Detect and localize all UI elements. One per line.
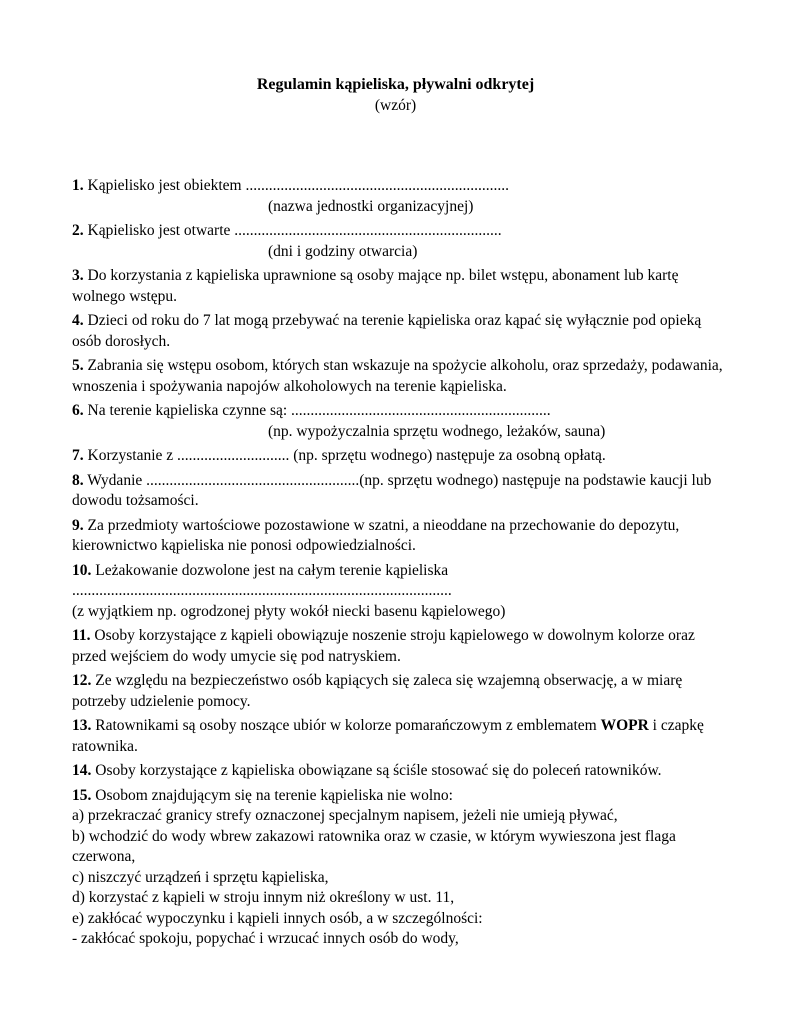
paragraph-text-tail: i czapkę ratownika. xyxy=(72,717,704,755)
list-item: b) wchodzić do wody wbrew zakazowi ratownika oraz w czasie, w którym wywieszona jest flaga czerwona, xyxy=(72,827,676,865)
paragraph-number: 15. xyxy=(72,786,92,804)
paragraph-text: Do korzystania z kąpieliska uprawnione są osoby mające np. bilet wstępu, abonament lub kartę wolnego wstępu. xyxy=(72,267,679,305)
paragraph-number: 3. xyxy=(72,267,84,284)
paragraph-text: Osoby korzystające z kąpieliska obowiązane są ściśle stosować się do poleceń ratowników. xyxy=(95,762,662,779)
paragraph-text: Kąpielisko jest obiektem .................................................................... xyxy=(87,177,509,194)
paragraph-text: Na terenie kąpieliska czynne są: ................................................................... xyxy=(87,402,551,419)
paragraph-text: Leżakowanie dozwolone jest na całym terenie kąpieliska xyxy=(95,561,449,579)
paragraph-number: 10. xyxy=(72,561,92,579)
paragraph-14 xyxy=(72,761,732,782)
paragraph-text: Kąpielisko jest otwarte ..................................................................... xyxy=(87,222,502,239)
paragraph-number: 4. xyxy=(72,312,84,329)
paragraph-dots: .................................................................................................. xyxy=(72,582,452,599)
paragraph-number: 2. xyxy=(72,222,84,239)
list-item: a) przekraczać granicy strefy oznaczonej specjalnym napisem, jeżeli nie umieją pływać, xyxy=(72,807,618,824)
paragraph-8 xyxy=(72,471,732,512)
paragraph-number: 9. xyxy=(72,516,84,534)
paragraph-number: 7. xyxy=(72,447,84,464)
paragraph-text: Wydanie .......................................................(np. sprzętu wodnego) następuje na podstawie kaucji lub dowodu tożsamości. xyxy=(72,471,712,509)
paragraph-13 xyxy=(72,716,732,757)
paragraph-9 xyxy=(72,516,732,557)
document-body xyxy=(72,176,732,954)
paragraph-10 xyxy=(72,561,732,623)
paragraph-hint: (np. wypożyczalnia sprzętu wodnego, leżaków, sauna) xyxy=(268,422,606,440)
paragraph-11 xyxy=(72,626,732,667)
paragraph-number: 6. xyxy=(72,402,84,419)
paragraph-2 xyxy=(72,221,732,262)
paragraph-hint: (dni i godziny otwarcia) xyxy=(268,242,418,260)
paragraph-text: Za przedmioty wartościowe pozostawione w szatni, a nieoddane na przechowanie do depozytu, kierownictwo kąpieliska nie ponosi odpowiedzialności. xyxy=(72,516,680,554)
paragraph-hint: (nazwa jednostki organizacyjnej) xyxy=(268,197,474,215)
paragraph-7 xyxy=(72,446,732,467)
paragraph-4 xyxy=(72,311,732,352)
paragraph-text: Zabrania się wstępu osobom, których stan wskazuje na spożycie alkoholu, oraz sprzedaży, podawania, wnoszenia i spożywania napojów alkoholowych na terenie kąpieliska. xyxy=(72,357,723,395)
paragraph-number: 14. xyxy=(72,762,92,779)
paragraph-12 xyxy=(72,671,732,712)
paragraph-bold-term: WOPR xyxy=(600,717,649,734)
paragraph-1 xyxy=(72,176,732,217)
list-item: d) korzystać z kąpieli w stroju innym niż określony w ust. 11, xyxy=(72,889,455,906)
paragraph-number: 11. xyxy=(72,627,91,644)
paragraph-text: Ratownikami są osoby noszące ubiór w kolorze pomarańczowym z emblematem xyxy=(95,717,597,734)
paragraph-number: 5. xyxy=(72,357,84,374)
paragraph-note: (z wyjątkiem np. ogrodzonej płyty wokół niecki basenu kąpielowego) xyxy=(72,602,506,620)
paragraph-text: Dzieci od roku do 7 lat mogą przebywać na terenie kąpieliska oraz kąpać się wyłącznie pod opieką osób dorosłych. xyxy=(72,312,702,350)
paragraph-text: Korzystanie z ............................. (np. sprzętu wodnego) następuje za osobną opłatą. xyxy=(87,447,606,464)
paragraph-number: 13. xyxy=(72,717,92,734)
paragraph-15 xyxy=(72,786,732,950)
paragraph-number: 1. xyxy=(72,177,84,194)
document-title: Regulamin kąpieliska, pływalni odkrytej xyxy=(256,76,535,93)
list-item: c) niszczyć urządzeń i sprzętu kąpieliska, xyxy=(72,868,329,886)
paragraph-text: Osobom znajdującym się na terenie kąpieliska nie wolno: xyxy=(95,786,453,804)
paragraph-text: Osoby korzystające z kąpieli obowiązuje noszenie stroju kąpielowego w dowolnym kolorze oraz przed wejściem do wody umycie się pod natryskiem. xyxy=(72,627,695,665)
paragraph-3 xyxy=(72,266,732,307)
paragraph-6 xyxy=(72,401,732,442)
paragraph-number: 8. xyxy=(72,471,84,489)
list-item: - zakłócać spokoju, popychać i wrzucać innych osób do wody, xyxy=(72,930,459,947)
paragraph-5 xyxy=(72,356,732,397)
paragraph-text: Ze względu na bezpieczeństwo osób kąpiących się zaleca się wzajemną obserwację, a w miarę potrzeby udzielenie pomocy. xyxy=(72,672,683,710)
document-title-block xyxy=(0,75,791,116)
list-item: e) zakłócać wypoczynku i kąpieli innych osób, a w szczególności: xyxy=(72,909,483,927)
paragraph-number: 12. xyxy=(72,672,92,689)
document-subtitle: (wzór) xyxy=(374,96,417,114)
